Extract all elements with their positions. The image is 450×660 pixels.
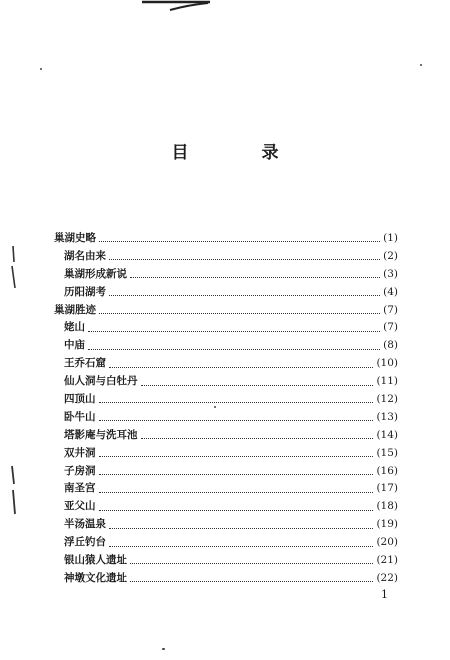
toc-entry-title: 王乔石窟 (64, 357, 106, 370)
toc-entry-title: 南圣宫 (64, 482, 96, 495)
toc-entry[interactable] (54, 409, 398, 427)
dot-leader (99, 464, 374, 475)
toc-entry[interactable] (54, 319, 398, 337)
dot-leader (109, 249, 380, 260)
toc-entry-page: (17) (376, 482, 398, 495)
toc-entry-title: 卧牛山 (64, 410, 96, 423)
toc-entry-page: (19) (376, 518, 398, 531)
toc-entry-title: 历阳湖考 (64, 285, 106, 298)
toc-entry-title: 双井洞 (64, 446, 96, 459)
toc-entry-page: (16) (376, 464, 398, 477)
toc-entry-page: (20) (376, 536, 398, 549)
dot-leader (99, 446, 374, 457)
dot-leader (99, 303, 380, 314)
toc-entry[interactable] (54, 498, 398, 516)
toc-entry-title: 亚父山 (64, 500, 96, 513)
toc-entry-title: 巢湖形成新说 (64, 267, 127, 280)
toc-entry-page: (7) (383, 303, 398, 316)
toc-entry[interactable] (54, 284, 398, 302)
dot-leader (88, 321, 380, 332)
dot-leader (130, 267, 380, 278)
toc-entry-page: (7) (383, 321, 398, 334)
toc-entry-title: 仙人洞与白牡丹 (64, 375, 138, 388)
dot-leader (130, 571, 373, 582)
toc-entry[interactable] (54, 391, 398, 409)
toc-entry-title: 湖名由来 (64, 249, 106, 262)
toc-entry-page: (22) (376, 571, 398, 584)
toc-entry[interactable] (54, 463, 398, 481)
page-number: 1 (381, 588, 388, 601)
dot-leader (141, 428, 374, 439)
toc-entry[interactable] (54, 355, 398, 373)
toc-entry[interactable] (54, 480, 398, 498)
toc-entry-title: 子房洞 (64, 464, 96, 477)
toc-entry-page: (4) (383, 285, 398, 298)
dot-leader (109, 536, 373, 547)
toc-entry-title: 巢湖胜迹 (54, 303, 96, 316)
dot-leader (99, 410, 374, 421)
dot-leader (99, 392, 374, 403)
toc-entry-page: (12) (376, 393, 398, 406)
toc-entry-page: (2) (383, 249, 398, 262)
dot-leader (99, 500, 374, 511)
toc-entry-title: 浮丘钓台 (64, 536, 106, 549)
scan-speck (420, 64, 422, 66)
toc-entry-page: (11) (376, 375, 398, 388)
toc-entry[interactable] (54, 427, 398, 445)
dot-leader (141, 375, 374, 386)
toc-entry-title: 半汤温泉 (64, 518, 106, 531)
dot-leader (109, 518, 373, 529)
toc-entry-page: (15) (376, 446, 398, 459)
binding-mark-upper (6, 244, 20, 290)
dot-leader (99, 482, 374, 493)
toc-entry-page: (10) (376, 357, 398, 370)
toc-entry[interactable] (54, 302, 398, 320)
toc-entry-title: 中庙 (64, 339, 85, 352)
toc-entry-page: (8) (383, 339, 398, 352)
toc-entry-page: (13) (376, 410, 398, 423)
dot-leader (99, 231, 380, 242)
toc-entry[interactable] (54, 445, 398, 463)
toc-entry-title: 姥山 (64, 321, 85, 334)
table-of-contents (54, 230, 398, 588)
page-title: 目 录 (171, 143, 307, 163)
dot-leader (109, 357, 373, 368)
scan-mark-top (140, 0, 214, 14)
toc-entry-title: 银山猿人遗址 (64, 554, 127, 567)
toc-entry-page: (21) (376, 554, 398, 567)
scan-speck (162, 648, 165, 650)
toc-entry[interactable] (54, 373, 398, 391)
toc-entry[interactable] (54, 248, 398, 266)
toc-entry-page: (1) (383, 232, 398, 244)
toc-entry-title: 巢湖史略 (54, 232, 96, 244)
toc-entry-title: 四顶山 (64, 393, 96, 406)
toc-entry[interactable] (54, 552, 398, 570)
toc-entry[interactable] (54, 570, 398, 588)
toc-entry[interactable] (54, 266, 398, 284)
toc-entry-title: 塔影庵与洗耳池 (64, 428, 138, 441)
toc-entry[interactable] (54, 534, 398, 552)
binding-mark-lower (6, 464, 20, 516)
dot-leader (88, 339, 380, 350)
toc-entry-page: (14) (376, 428, 398, 441)
scan-speck (40, 68, 42, 70)
toc-entry-page: (3) (383, 267, 398, 280)
toc-entry-title: 神墩文化遗址 (64, 571, 127, 584)
toc-entry[interactable] (54, 516, 398, 534)
toc-entry[interactable] (54, 230, 398, 248)
toc-entry-page: (18) (376, 500, 398, 513)
dot-leader (130, 553, 373, 564)
dot-leader (109, 285, 380, 296)
toc-entry[interactable] (54, 337, 398, 355)
